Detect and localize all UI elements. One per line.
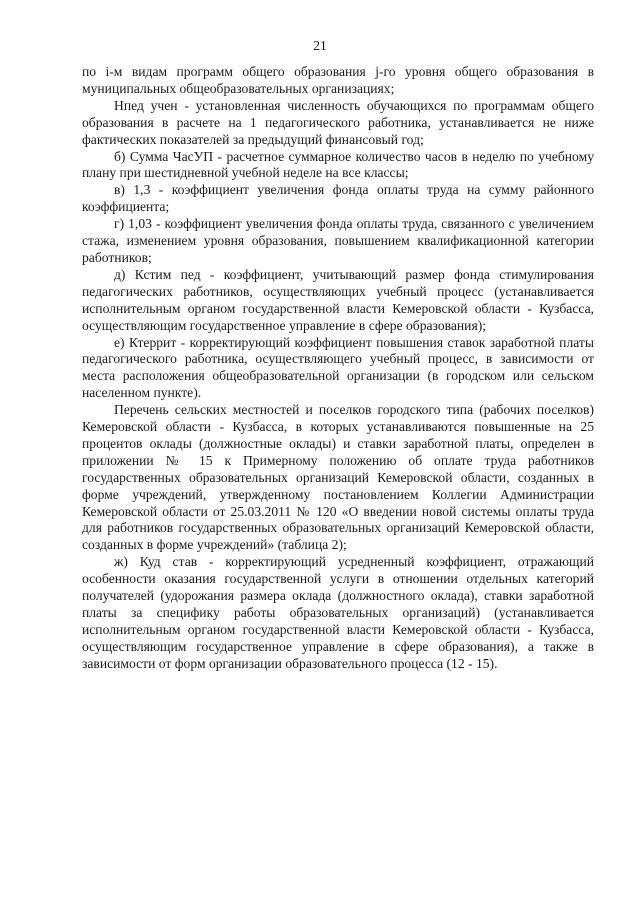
paragraph-continuation: по i-м видам программ общего образования j-го уровня общего образования в муниципальных общеобразовательных организациях; [82, 64, 594, 96]
paragraph-d: д) Кстим пед - коэффициент, учитывающий размер фонда стимулирования педагогических работников, осуществляющих учебный процесс (устанавливается исполнительным органом государственной власти Кемеровской области - Кузбасса, осуществляющим государственное управление в сфере образования); [82, 266, 594, 333]
page-number: 21 [313, 38, 327, 53]
paragraph-g: г) 1,03 - коэффициент увеличения фонда оплаты труда, связанного с увеличением стажа, изменением уровня образования, повышением квалификационной категории работников; [82, 216, 594, 265]
paragraph-e: е) Ктеррит - корректирующий коэффициент повышения ставок заработной платы педагогического работника, осуществляющего учебный процесс, в зависимости от места расположения общеобразовательной организации (в городском или сельском населенном пункте). [82, 334, 594, 401]
paragraph-npd-uchen: Нпед учен - установленная численность обучающихся по программам общего образования в расчете на 1 педагогического работника, устанавливается не ниже фактических показателей за предыдущий финансовый год; [82, 97, 594, 147]
paragraph-zh: ж) Куд став - корректирующий усредненный коэффициент, отражающий особенности оказания государственной услуги в отношении отдельных категорий получателей (удорожания размера оклада (должностного оклада), ставки заработной платы за специфику работы образовательных организаций) (устанавливается исполнительным органом государственной власти Кемеровской области - Кузбасса, осуществляющим государственное управление в сфере образования), а также в зависимости от форм организации образовательного процесса (12 - 15). [82, 554, 594, 671]
paragraph-b: б) Сумма ЧасУП - расчетное суммарное количество часов в неделю по учебному плану при шестидневной учебной неделе на все классы; [82, 148, 594, 181]
paragraph-rural-list: Перечень сельских местностей и поселков городского типа (рабочих поселков) Кемеровской области - Кузбасса, в которых устанавливаются повышенные на 25 процентов оклады (должностные оклады) и ставки заработной платы, определен в приложении № 15 к Примерному положению об оплате труда работников государственных образовательных организаций Кемеровской области, созданных в форме учреждений, утвержденному постановлением Коллегии Администрации Кемеровской области от 25.03.2011 № 120 «О введении новой системы оплаты труда для работников государственных образовательных организаций Кемеровской области, созданных в форме учреждений» (таблица 2); [82, 402, 594, 553]
document-body [82, 64, 594, 673]
paragraph-v: в) 1,3 - коэффициент увеличения фонда оплаты труда на сумму районного коэффициента; [82, 182, 594, 215]
